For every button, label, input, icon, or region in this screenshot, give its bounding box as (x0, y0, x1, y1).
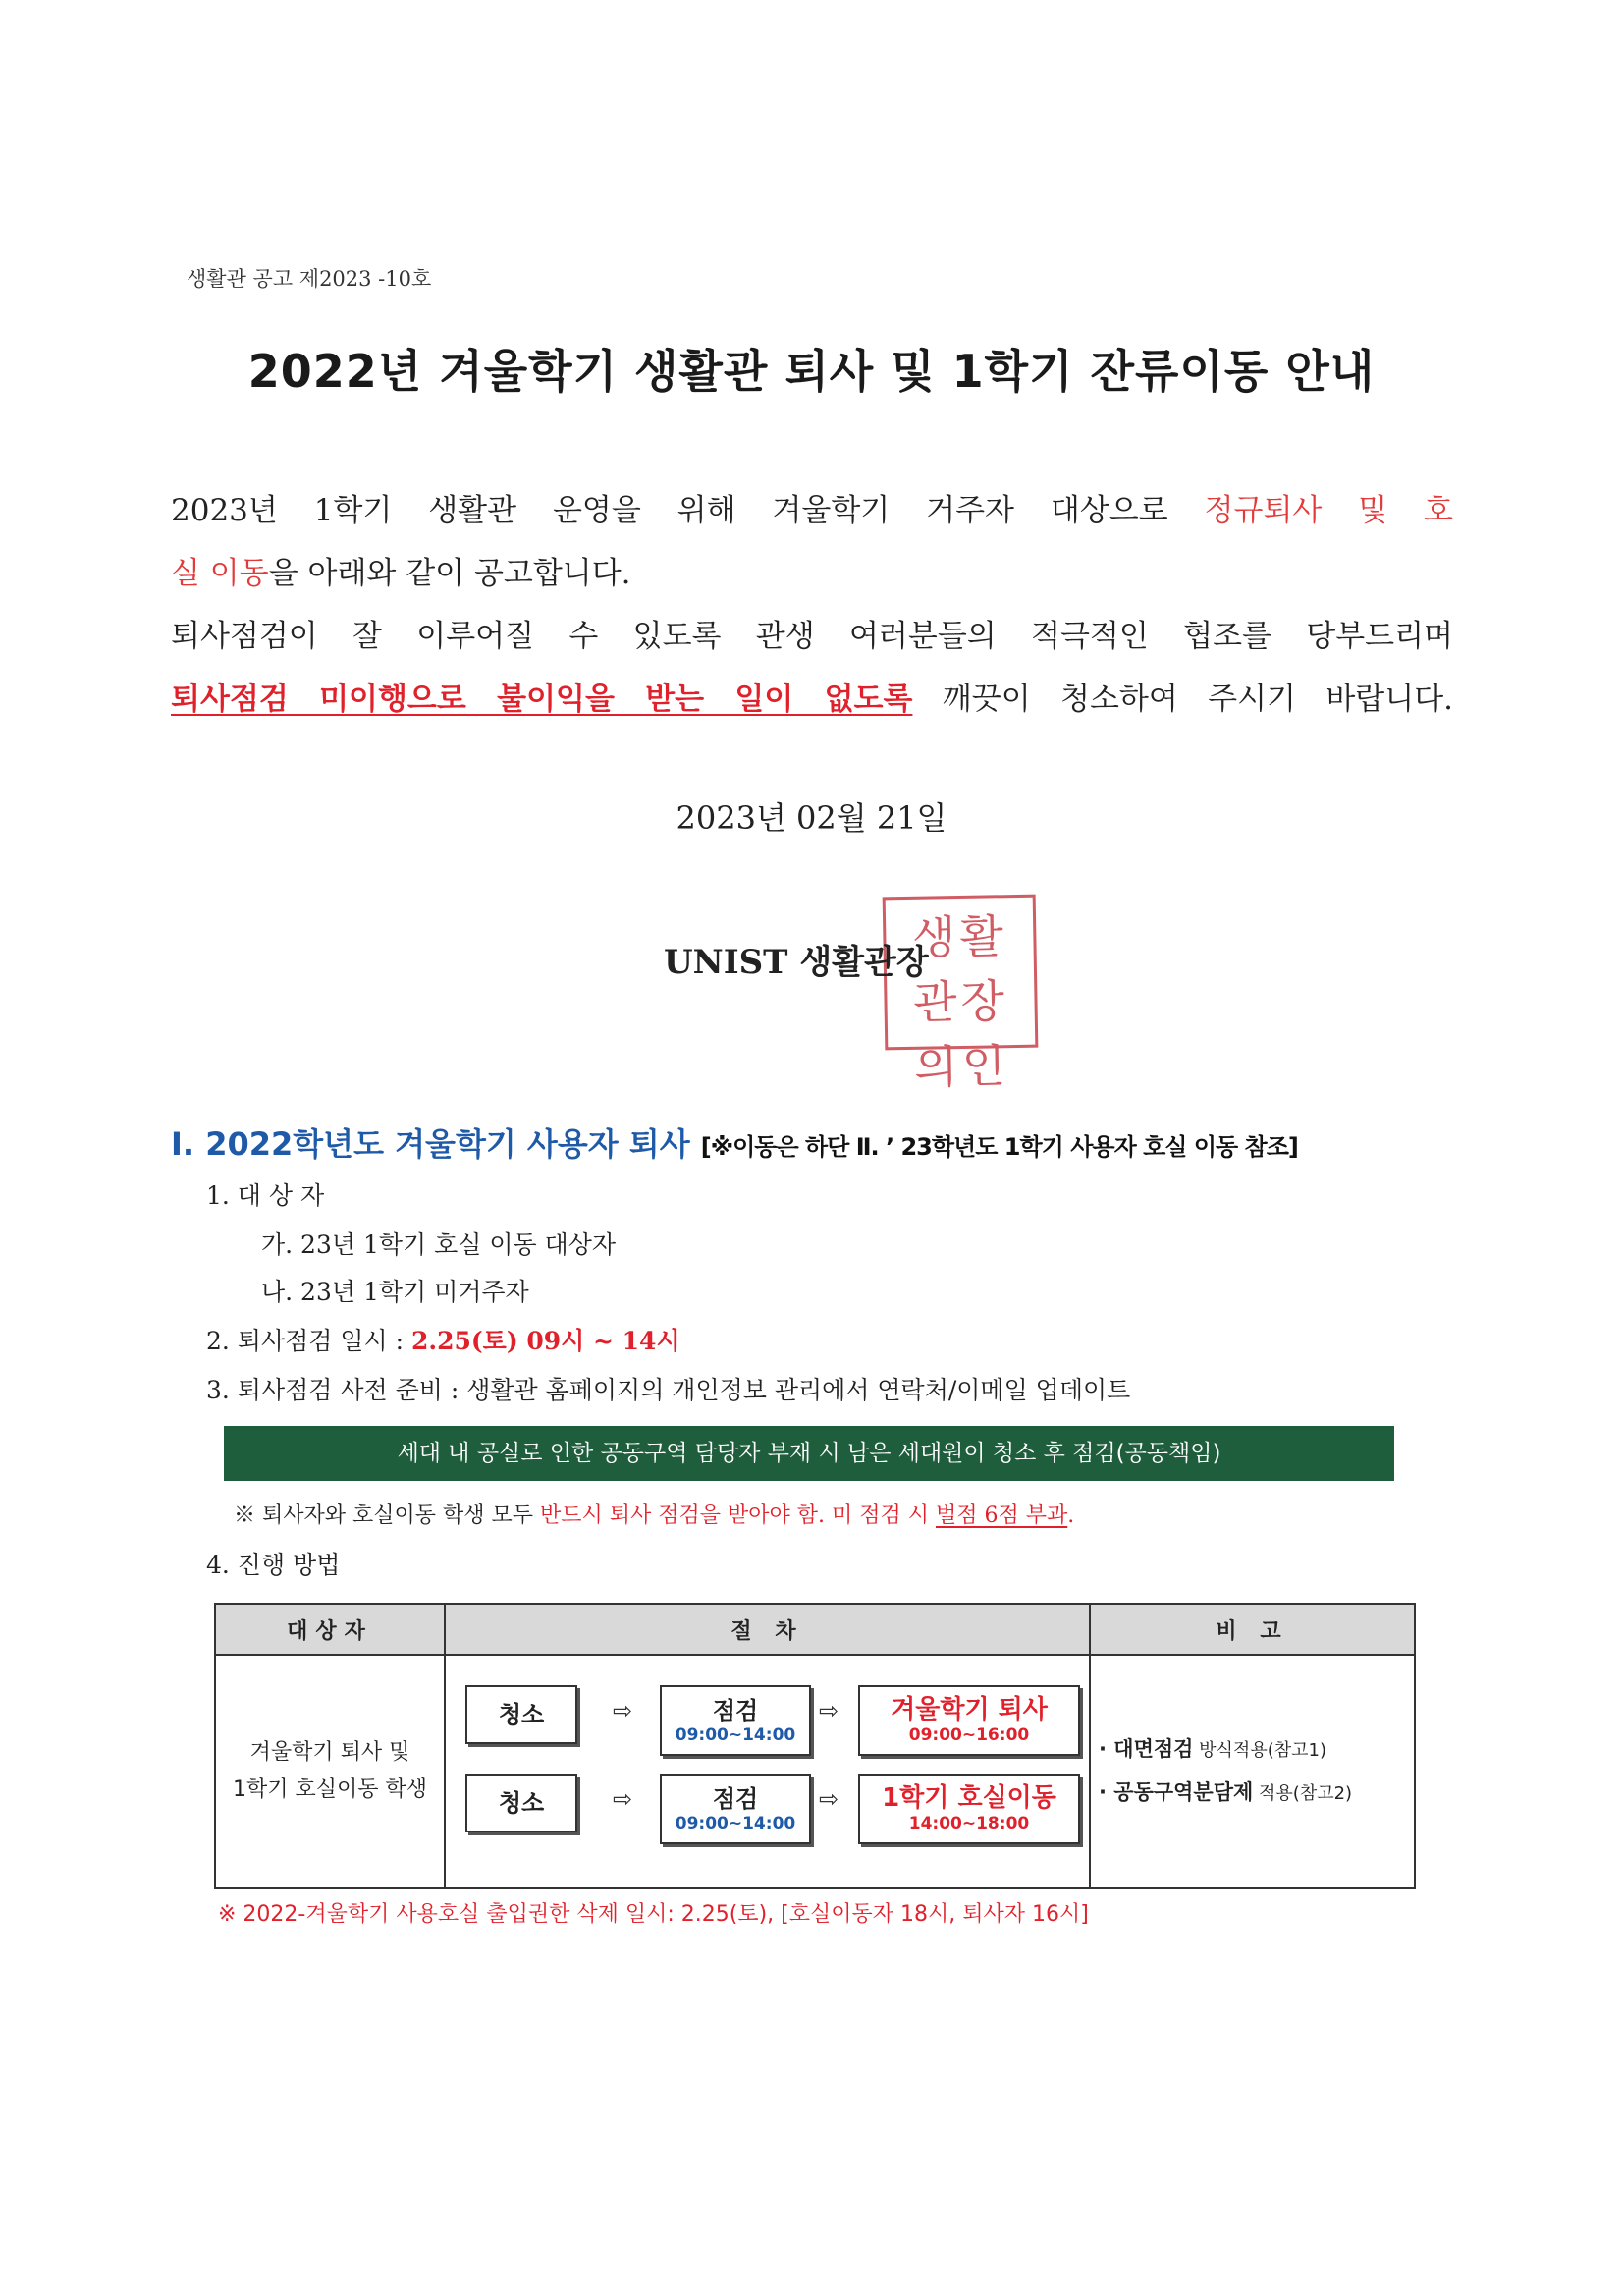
intro-highlight-2: 실 이동 (171, 556, 269, 591)
header-note: 비 고 (1090, 1604, 1415, 1655)
arrow-icon: ⇨ (819, 1697, 839, 1724)
target-cell: 겨울학기 퇴사 및 1학기 호실이동 학생 (215, 1655, 445, 1888)
procedure-cell (445, 1655, 1090, 1888)
procedure-table (214, 1603, 1416, 1889)
item-4: 4. 진행 방법 (206, 1551, 341, 1579)
intro-line-1: 2023년 1학기 생활관 운영을 위해 겨울학기 거주자 대상으로 정규퇴사 및 호 (171, 493, 1453, 528)
seal-text: 생활관장의인 (911, 909, 1010, 1094)
item-3: 3. 퇴사점검 사전 준비 : 생활관 홈페이지의 개인정보 관리에서 연락처/이메일 업데이트 (206, 1376, 1131, 1404)
warning-note: ※ 퇴사자와 호실이동 학생 모두 반드시 퇴사 점검을 받아야 함. 미 점검 시 벌점 6점 부과. (234, 1503, 1075, 1528)
step-room-move: 1학기 호실이동 14:00~18:00 (858, 1774, 1080, 1844)
step-inspect-1: 점검 09:00~14:00 (660, 1685, 811, 1756)
note-cell (1090, 1655, 1415, 1888)
note-2: · 공동구역분담제 적용(참고2) (1099, 1780, 1353, 1804)
section-1-heading: Ⅰ. 2022학년도 겨울학기 사용자 퇴사 [※이동은 하단 Ⅱ. ’ 23학년도 1학기 사용자 호실 이동 참조] (171, 1125, 1298, 1163)
issuer: UNIST 생활관장 (664, 943, 929, 982)
item-2-value: 2.25(토) 09시 ~ 14시 (410, 1327, 680, 1355)
intro-line-4: 퇴사점검 미이행으로 불이익을 받는 일이 없도록 깨끗이 청소하여 주시기 바랍니다. (171, 682, 1453, 717)
intro-paragraph (171, 479, 1453, 731)
notice-date: 2023년 02월 21일 (676, 799, 947, 837)
intro-line-2: 실 이동을 아래와 같이 공고합니다. (171, 556, 631, 591)
document-title: 2022년 겨울학기 생활관 퇴사 및 1학기 잔류이동 안내 (247, 345, 1376, 398)
item-1-a: 가. 23년 1학기 호실 이동 대상자 (261, 1230, 617, 1259)
header-procedure: 절 차 (445, 1604, 1090, 1655)
intro-line-3: 퇴사점검이 잘 이루어질 수 있도록 관생 여러분들의 적극적인 협조를 당부드리며 (171, 619, 1453, 654)
step-inspect-2: 점검 09:00~14:00 (660, 1774, 811, 1844)
arrow-icon: ⇨ (613, 1697, 633, 1724)
step-checkout: 겨울학기 퇴사 09:00~16:00 (858, 1685, 1080, 1756)
notice-banner: 세대 내 공실로 인한 공동구역 담당자 부재 시 남은 세대원이 청소 후 점검(공동책임) (224, 1426, 1394, 1481)
item-1: 1. 대 상 자 (206, 1181, 325, 1210)
notice-number: 생활관 공고 제2023 -10호 (187, 267, 432, 291)
step-clean-1: 청소 (465, 1685, 577, 1744)
footer-note: ※ 2022-겨울학기 사용호실 출입권한 삭제 일시: 2.25(토), [호실이동자 18시, 퇴사자 16시] (218, 1902, 1089, 1927)
item-1-b: 나. 23년 1학기 미거주자 (261, 1278, 529, 1306)
penalty-text: 벌점 6점 부과 (935, 1503, 1068, 1528)
arrow-icon: ⇨ (819, 1785, 839, 1813)
section-1-note: [※이동은 하단 Ⅱ. ’ 23학년도 1학기 사용자 호실 이동 참조] (700, 1133, 1298, 1161)
note-1: · 대면점검 방식적용(참고1) (1099, 1737, 1326, 1761)
item-2: 2. 퇴사점검 일시 : 2.25(토) 09시 ~ 14시 (206, 1327, 680, 1355)
step-clean-2: 청소 (465, 1774, 577, 1832)
header-target: 대상자 (215, 1604, 445, 1655)
intro-warning: 퇴사점검 미이행으로 불이익을 받는 일이 없도록 (171, 682, 913, 717)
arrow-icon: ⇨ (613, 1785, 633, 1813)
intro-highlight-1: 정규퇴사 및 호 (1204, 493, 1453, 528)
